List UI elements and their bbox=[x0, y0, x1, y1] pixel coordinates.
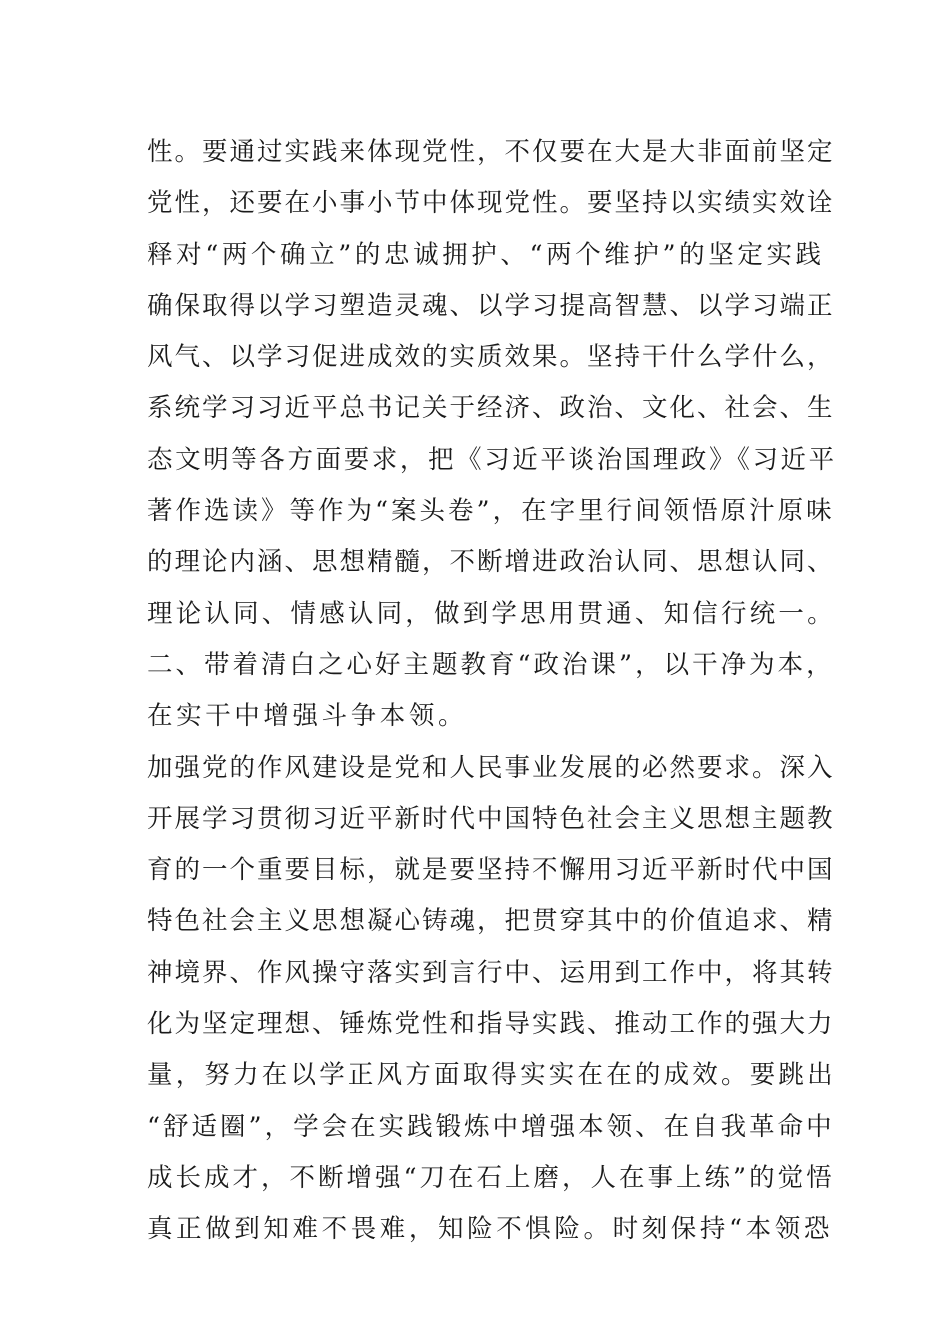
text-line: 真正做到知难不畏难，知险不惧险。时刻保持“本领恐 bbox=[147, 1214, 833, 1245]
text-line: 性。要通过实践来体现党性，不仅要在大是大非面前坚定 bbox=[147, 137, 835, 167]
text-line: 量，努力在以学正风方面取得实实在在的成效。要跳出 bbox=[147, 1060, 836, 1091]
text-line: 成长成才，不断增强“刀在石上磨，人在事上练”的觉悟 bbox=[147, 1162, 835, 1193]
text-line: 特色社会主义思想凝心铸魂，把贯穿其中的价值追求、精 bbox=[147, 906, 835, 937]
text-line: 党性，还要在小事小节中体现党性。要坚持以实绩实效诠 bbox=[147, 188, 835, 219]
text-line: 释对“两个确立”的忠诚拥护、“两个维护”的坚定实践 bbox=[147, 239, 825, 270]
text-line: 著作选读》等作为“案头卷”，在字里行间领悟原汁原味 bbox=[147, 496, 835, 527]
text-line: 系统学习习近平总书记关于经济、政治、文化、社会、生 bbox=[147, 393, 835, 424]
text-line: 神境界、作风操守落实到言行中、运用到工作中，将其转 bbox=[147, 957, 835, 988]
section-heading-line: 二、带着清白之心好主题教育“政治课”，以干净为本， bbox=[147, 649, 835, 680]
text-line: 风气、以学习促进成效的实质效果。坚持干什么学什么， bbox=[147, 342, 835, 373]
text-line: 育的一个重要目标，就是要坚持不懈用习近平新时代中国 bbox=[147, 855, 835, 886]
text-line: 加强党的作风建设是党和人民事业发展的必然要求。深入 bbox=[147, 752, 835, 783]
text-line: 化为坚定理想、锤炼党性和指导实践、推动工作的强大力 bbox=[147, 1009, 835, 1040]
text-line: 开展学习贯彻习近平新时代中国特色社会主义思想主题教 bbox=[147, 803, 835, 834]
text-line: 确保取得以学习塑造灵魂、以学习提高智慧、以学习端正 bbox=[147, 290, 835, 321]
text-line: 态文明等各方面要求，把《习近平谈治国理政》《习近平 bbox=[147, 444, 837, 475]
body-text bbox=[147, 127, 837, 1256]
text-line: 理论认同、情感认同，做到学思用贯通、知信行统一。 bbox=[147, 598, 836, 629]
text-line: 的理论内涵、思想精髓，不断增进政治认同、思想认同、 bbox=[147, 547, 835, 578]
text-line: “舒适圈”，学会在实践锻炼中增强本领、在自我革命中 bbox=[147, 1111, 835, 1142]
section-heading-line: 在实干中增强斗争本领。 bbox=[147, 701, 468, 732]
